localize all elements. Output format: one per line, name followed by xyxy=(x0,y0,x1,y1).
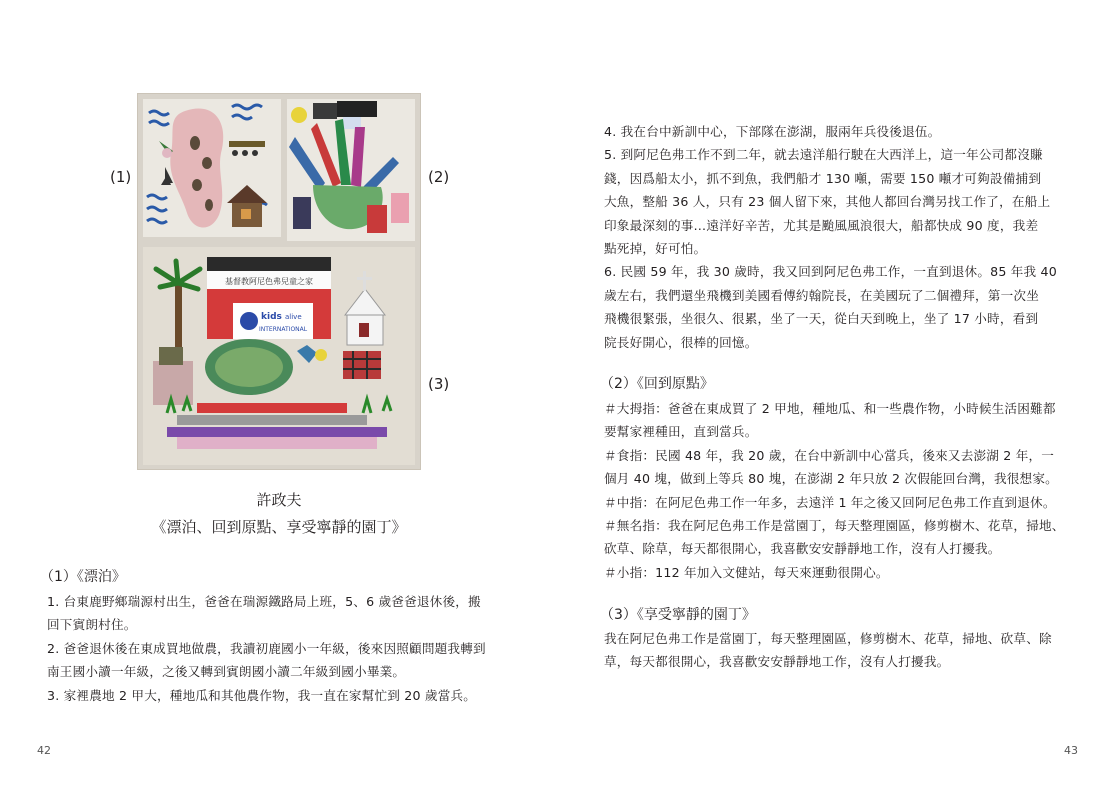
text-line: 點死掉，好可怕。 xyxy=(604,241,707,257)
text-line: 4. 我在台中新訓中心，下部隊在澎湖，服兩年兵役後退伍。 xyxy=(604,124,941,139)
page-number-right: 43 xyxy=(1064,744,1078,757)
artwork-title: 《漂泊、回到原點、享受寧靜的園丁》 xyxy=(151,518,407,536)
text-line: 歲左右，我們還坐飛機到美國看傅約翰院長，在美國玩了二個禮拜，第一次坐 xyxy=(604,287,1039,303)
text-line: 砍草、除草，每天都很開心，我喜歡安安靜靜地工作，沒有人打擾我。 xyxy=(604,541,1001,557)
text-line: ＃中指：在阿尼色弗工作一年多，去遠洋 1 年之後又回阿尼色弗工作直到退休。 xyxy=(604,494,1056,510)
panel-2-back-to-origin xyxy=(287,99,415,241)
logo-international-text: INTERNATIONAL xyxy=(259,326,308,333)
text-line: 錢，因爲船太小，抓不到魚，我們船才 130 噸，需要 150 噸才可夠設備捕到 xyxy=(604,170,1042,186)
text-line: ＃大拇指：爸爸在東成買了 2 甲地，種地瓜、和一些農作物，小時候生活困難都 xyxy=(604,401,1056,416)
figure-label-2: (2) xyxy=(428,168,450,186)
panel-1-drifting xyxy=(143,99,281,237)
figure-label-3: (3) xyxy=(428,375,450,393)
text-line: ＃食指：民國 48 年，我 20 歲，在台中新訓中心當兵，後來又去澎湖 2 年，一 xyxy=(604,447,1055,463)
text-line: 5. 到阿尼色弗工作不到二年，就去遠洋船行駛在大西洋上，這一年公司都沒賺 xyxy=(604,147,1043,163)
text-line: ＃無名指：我在阿尼色弗工作是當園丁，每天整理園區，修剪樹木、花草，掃地、 xyxy=(604,518,1065,534)
text-line: 飛機很緊張，坐很久、很累，坐了一天，從白天到晚上，坐了 17 小時，看到 xyxy=(604,311,1039,327)
section-1-continued-body xyxy=(604,120,1084,354)
text-line: 草，每天都很開心，我喜歡安安靜靜地工作，沒有人打擾我。 xyxy=(604,654,950,670)
banner-text: 基督教阿尼色弗兒童之家 xyxy=(225,277,313,286)
author-name: 許政夫 xyxy=(256,491,302,509)
section-3-body xyxy=(604,627,1084,674)
text-line: 3. 家裡農地 2 甲大，種地瓜和其他農作物，我一直在家幫忙到 20 歲當兵。 xyxy=(47,687,477,703)
section-3-heading: （3）《享受寧靜的園丁》 xyxy=(600,607,756,623)
text-line: 要幫家裡種田，直到當兵。 xyxy=(604,424,758,440)
section-1-heading: （1）《漂泊》 xyxy=(40,569,126,585)
text-line: 2. 爸爸退休後在東成買地做農，我讀初鹿國小一年級，後來因照顧問題我轉到 xyxy=(47,640,486,656)
text-line: 6. 民國 59 年，我 30 歲時，我又回到阿尼色弗工作，一直到退休。85 年我 40 xyxy=(604,264,1057,280)
text-line: 我在阿尼色弗工作是當園丁，每天整理園區，修剪樹木、花草，掃地、砍草、除 xyxy=(604,631,1052,646)
logo-alive-text: alive xyxy=(285,313,302,321)
page-number-left: 42 xyxy=(37,744,51,757)
section-1-body xyxy=(47,590,527,707)
text-line: ＃小指：112 年加入文健站，每天來運動很開心。 xyxy=(604,564,889,580)
text-line: 大魚，整船 36 人，只有 23 個人留下來，其他人都回台灣另找工作了，在船上 xyxy=(604,194,1051,210)
logo-brand-text: kids xyxy=(261,312,282,322)
figure-label-1: (1) xyxy=(110,168,132,186)
text-line: 個月 40 塊，做到上等兵 80 塊，在澎湖 2 年只放 2 次假能回台灣，我很想家。 xyxy=(604,471,1058,487)
text-line: 南王國小讀一年級，之後又轉到賓朗國小讀二年級到國小畢業。 xyxy=(47,664,406,680)
quilt-artwork-image xyxy=(137,93,421,470)
section-2-heading: （2）《回到原點》 xyxy=(600,376,714,392)
text-line: 回下賓朗村住。 xyxy=(47,617,137,633)
text-line: 院長好開心，很棒的回憶。 xyxy=(604,334,758,350)
section-2-body xyxy=(604,397,1084,584)
text-line: 1. 台東鹿野鄉瑞源村出生，爸爸在瑞源鐵路局上班，5、6 歲爸爸退休後，搬 xyxy=(47,594,481,609)
panel-3-peaceful-gardener xyxy=(143,247,415,465)
text-line: 印象最深刻的事…遠洋好辛苦，尤其是颱風風浪很大，船都快成 90 度，我差 xyxy=(604,217,1039,233)
